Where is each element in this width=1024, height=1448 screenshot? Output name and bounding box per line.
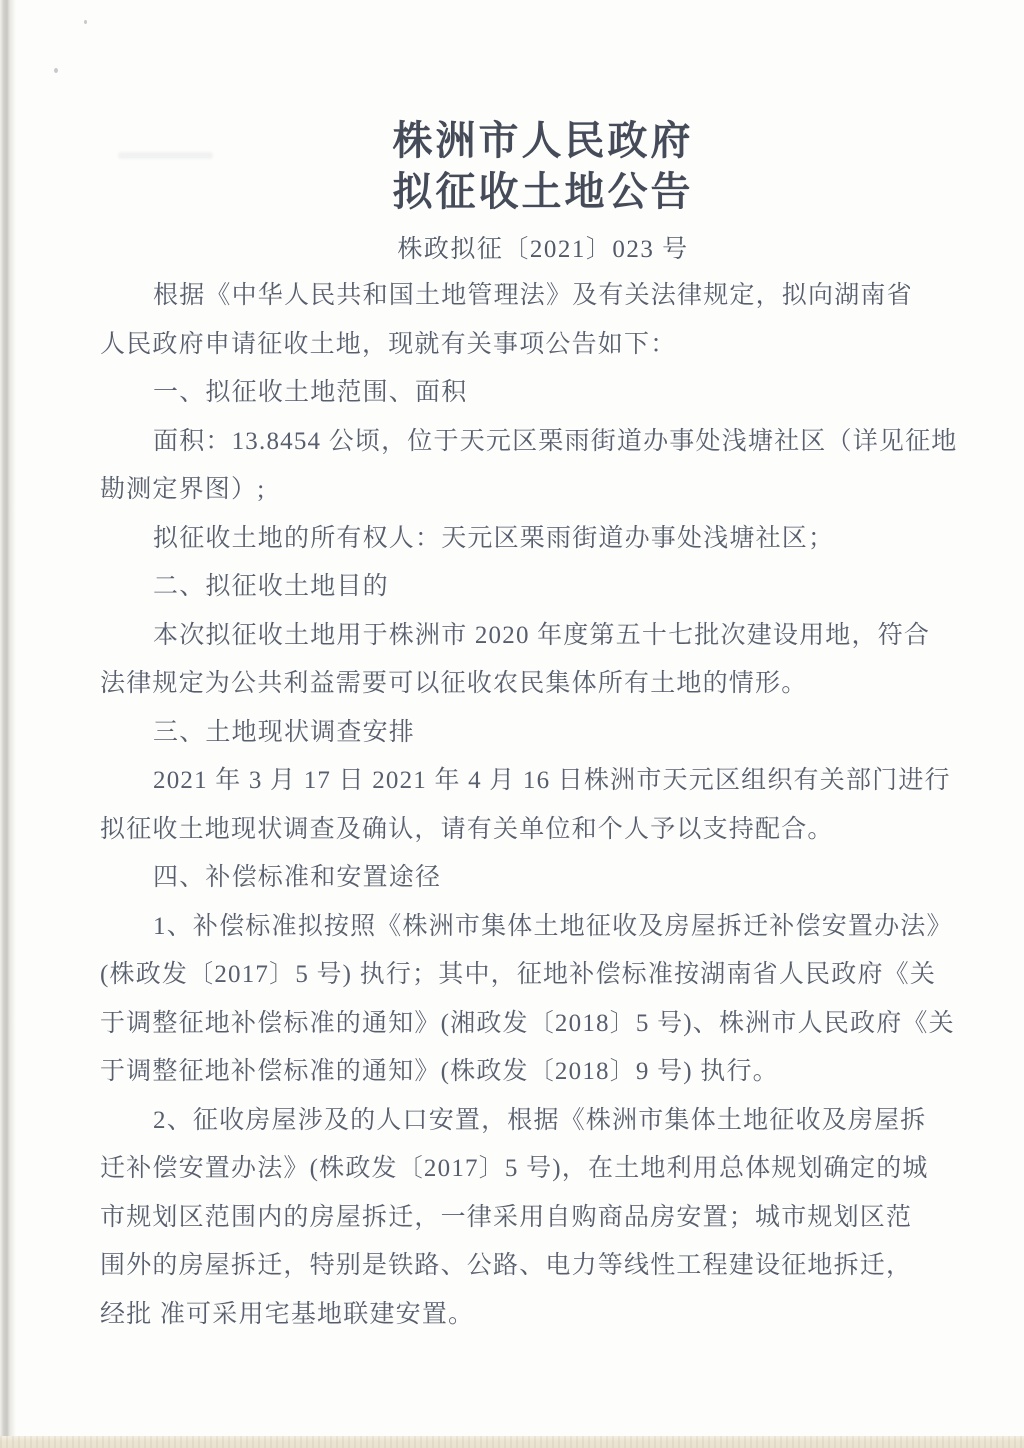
body-line: 于调整征地补偿标准的通知》(湘政发〔2018〕5 号)、株洲市人民政府《关 — [100, 1009, 955, 1037]
body-line: 本次拟征收土地用于株洲市 2020 年度第五十七批次建设用地，符合 — [153, 621, 931, 649]
body-line: 2、征收房屋涉及的人口安置，根据《株洲市集体土地征收及房屋拆 — [153, 1106, 927, 1134]
body-line: 法律规定为公共利益需要可以征收农民集体所有土地的情形。 — [100, 670, 808, 697]
doc-title-line1: 株洲市人民政府 — [392, 119, 694, 163]
scan-artifact-speck — [84, 20, 87, 24]
body-line: 围外的房屋拆迁，特别是铁路、公路、电力等线性工程建设征地拆迁， — [100, 1252, 913, 1279]
body-line: 拟征收土地的所有权人：天元区栗雨街道办事处浅塘社区； — [153, 524, 835, 552]
scan-edge-left — [0, 0, 16, 1448]
body-line: 四、补偿标准和安置途径 — [153, 864, 442, 891]
body-line: 一、拟征收土地范围、面积 — [153, 379, 468, 406]
body-line: 市规划区范围内的房屋拆迁，一律采用自购商品房安置；城市规划区范 — [100, 1203, 913, 1231]
body-lines — [100, 272, 986, 1339]
body-line: 勘测定界图）; — [100, 476, 266, 503]
body-line: 拟征收土地现状调查及确认，请有关单位和个人予以支持配合。 — [100, 815, 834, 843]
body-line: 1、补偿标准拟按照《株洲市集体土地征收及房屋拆迁补偿安置办法》 — [153, 912, 953, 940]
body-line: 经批 准可采用宅基地联建安置。 — [100, 1300, 475, 1328]
body-line: (株政发〔2017〕5 号) 执行；其中，征地补偿标准按湖南省人民政府《关 — [100, 961, 937, 988]
body-line: 2021 年 3 月 17 日 2021 年 4 月 16 日株洲市天元区组织有关部门进行 — [153, 767, 951, 794]
doc-title-line2: 拟征收土地公告 — [392, 170, 694, 214]
doc-number: 株政拟征〔2021〕023 号 — [397, 236, 689, 263]
body-line: 迁补偿安置办法》(株政发〔2017〕5 号)，在土地利用总体规划确定的城 — [100, 1155, 929, 1182]
document-body — [100, 0, 986, 1339]
body-line: 根据《中华人民共和国土地管理法》及有关法律规定，拟向湖南省 — [153, 282, 913, 309]
document-header — [100, 0, 986, 267]
scan-artifact-speck — [54, 68, 58, 73]
body-line: 二、拟征收土地目的 — [153, 573, 389, 600]
body-line: 于调整征地补偿标准的通知》(株政发〔2018〕9 号) 执行。 — [100, 1058, 779, 1085]
scan-edge-bottom — [0, 1436, 1024, 1448]
body-line: 面积：13.8454 公顷，位于天元区栗雨街道办事处浅塘社区（详见征地 — [153, 427, 958, 455]
body-line: 人民政府申请征收土地，现就有关事项公告如下： — [100, 330, 677, 358]
body-line: 三、土地现状调查安排 — [153, 718, 416, 746]
